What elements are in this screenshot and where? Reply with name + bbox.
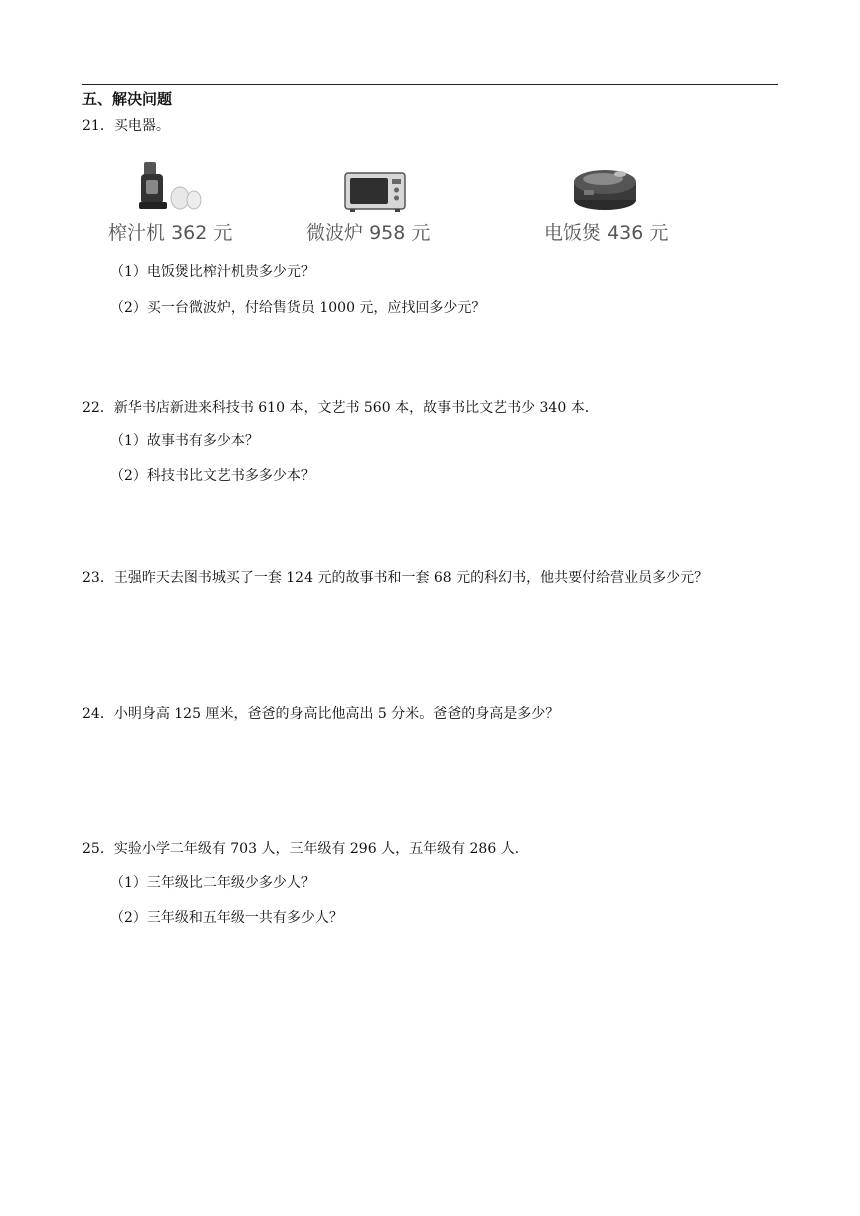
product-label (544, 218, 668, 245)
microwave-icon (344, 172, 406, 212)
product-name: 榨汁机 (108, 222, 166, 244)
question-number: 25． (82, 841, 114, 857)
question-text: 新华书店新进来科技书 610 本，文艺书 560 本，故事书比文艺书少 340 本． (113, 400, 599, 416)
product-price: 362 (171, 222, 208, 244)
question-21 (82, 116, 170, 136)
question-25-part-1: （1）三年级比二年级少多少人？ (110, 875, 315, 891)
question-number: 22． (82, 400, 114, 416)
question-text: 王强昨天去图书城买了一套 124 元的故事书和一套 68 元的科幻书，他共要付给营业员多少元？ (113, 570, 709, 586)
product-rice-cooker (544, 156, 704, 246)
product-unit: 元 (213, 222, 233, 244)
question-21-part-2: （2）买一台微波炉，付给售货员 1000 元，应找回多少元？ (110, 300, 486, 316)
question-24 (82, 704, 559, 724)
section-title: 五、解决问题 (82, 90, 173, 108)
product-name: 电饭煲 (544, 222, 602, 244)
question-25 (82, 839, 529, 859)
question-text: 买电器。 (113, 118, 170, 134)
rice-cooker-icon (570, 164, 640, 212)
product-name: 微波炉 (306, 222, 364, 244)
question-22 (82, 398, 599, 418)
question-text: 小明身高 125 厘米，爸爸的身高比他高出 5 分米。爸爸的身高是多少？ (113, 706, 560, 722)
question-22-part-1: （1）故事书有多少本？ (110, 433, 259, 449)
question-22-part-2: （2）科技书比文艺书多多少本？ (110, 468, 315, 484)
product-label (306, 218, 430, 245)
question-number: 23． (82, 570, 114, 586)
product-microwave (306, 156, 466, 246)
question-number: 21． (82, 118, 114, 134)
question-number: 24． (82, 706, 114, 722)
product-juicer (108, 156, 268, 246)
question-23 (82, 568, 708, 588)
juicer-icon (136, 162, 204, 212)
product-price: 436 (607, 222, 644, 244)
question-21-part-1: （1）电饭煲比榨汁机贵多少元？ (110, 264, 315, 280)
product-label (108, 218, 232, 245)
top-rule (82, 84, 778, 85)
product-price: 958 (369, 222, 406, 244)
product-unit: 元 (411, 222, 431, 244)
question-25-part-2: （2）三年级和五年级一共有多少人？ (110, 910, 343, 926)
product-unit: 元 (649, 222, 669, 244)
question-text: 实验小学二年级有 703 人，三年级有 296 人，五年级有 286 人． (113, 841, 529, 857)
